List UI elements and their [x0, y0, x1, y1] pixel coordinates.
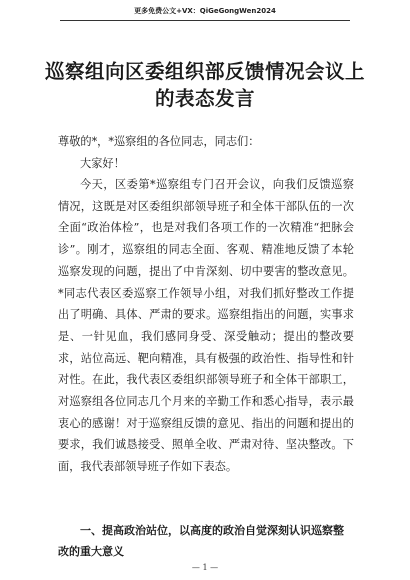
page-number: — 1 —	[191, 563, 219, 572]
greeting: 大家好！	[80, 157, 125, 170]
section-heading: 一、提高政治站位，以高度的政治自觉深刻认识巡察整改的重大意义	[58, 524, 344, 558]
salutation: 尊敬的*，*巡察组的各位同志，同志们：	[58, 135, 260, 148]
body-paragraph: 今天，区委第*巡察组专门召开会议，向我们反馈巡察情况，这既是对区委组织部领导班子和全体干部队伍的一次全面“政治体检”，也是对我们各项工作的一次精准“把脉会诊”。刚才，巡察组的同志全面、客观、精准地反馈了本轮巡察发现的问题，提出了中肯深刻、切中要害的整改意见。*同志代表区委巡察工作领导小组，对我们抓好整改工作提出了明确、具体、严肃的要求。巡察组指出的问题，实事求是、一针见血，我们感同身受、深受触动；提出的整改要求，站位高远、靶向精准，具有极强的政治性、指导性和针对性。在此，我代表区委组织部领导班子和全体干部职工，对巡察组各位同志几个月来的辛勤工作和悉心指导，表示最衷心的感谢！对于巡察组反馈的意见、指出的问题和提出的要求，我们诚恳接受、照单全收、严肃对待、坚决整改。下面，我代表部领导班子作如下表态。	[58, 178, 354, 474]
header-divider	[60, 20, 350, 21]
page-header: 更多免费公文+VX：QiGeGongWen2024	[134, 7, 276, 15]
document-title: 巡察组向区委组织部反馈情况会议上的表态发言	[44, 60, 365, 110]
